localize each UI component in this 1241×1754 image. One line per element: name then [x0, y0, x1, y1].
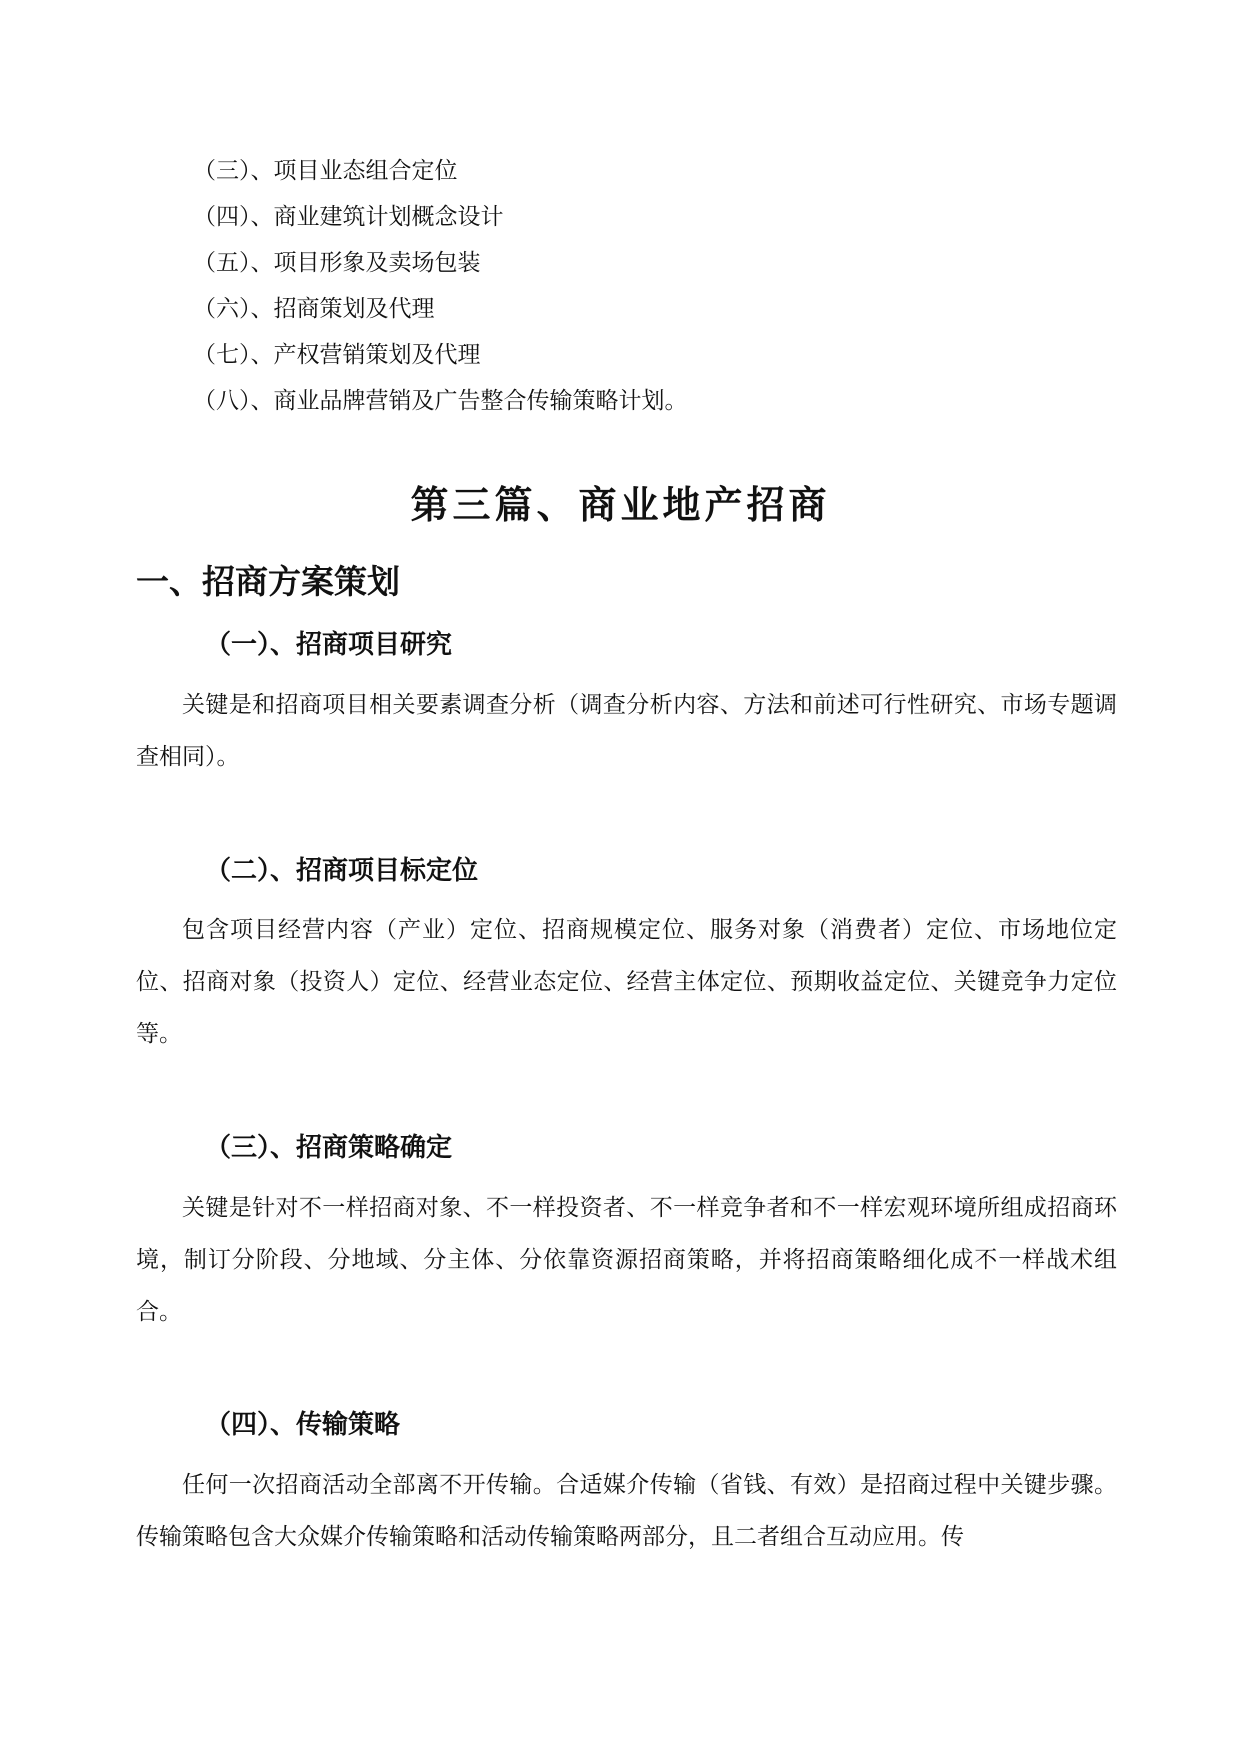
list-item: （六）、招商策划及代理 — [193, 296, 435, 322]
subsection-title: （二）、招商项目标定位 — [205, 856, 479, 886]
paragraph: 关键是针对不一样招商对象、不一样投资者、不一样竞争者和不一样宏观环境所组成招商环境，制订分阶段、分地域、分主体、分依靠资源招商策略，并将招商策略细化成不一样战术组合。 — [136, 1195, 1117, 1325]
section-title: 一、招商方案策划 — [136, 562, 400, 601]
list-item: （三）、项目业态组合定位 — [193, 158, 458, 184]
list-item: （五）、项目形象及卖场包装 — [193, 250, 481, 276]
subsection-title: （一）、招商项目研究 — [205, 630, 453, 660]
list-item: （七）、产权营销策划及代理 — [193, 342, 481, 368]
paragraph: 任何一次招商活动全部离不开传输。合适媒介传输（省钱、有效）是招商过程中关键步骤。传输策略包含大众媒介传输策略和活动传输策略两部分，且二者组合互动应用。传 — [136, 1472, 1117, 1550]
subsection-title: （四）、传输策略 — [205, 1410, 401, 1440]
subsection-title: （三）、招商策略确定 — [205, 1133, 453, 1163]
paragraph: 关键是和招商项目相关要素调查分析（调查分析内容、方法和前述可行性研究、市场专题调查相同）。 — [136, 692, 1117, 770]
paragraph: 包含项目经营内容（产业）定位、招商规模定位、服务对象（消费者）定位、市场地位定位、招商对象（投资人）定位、经营业态定位、经营主体定位、预期收益定位、关键竞争力定位等。 — [136, 917, 1117, 1047]
part-title: 第三篇、商业地产招商 — [410, 482, 831, 527]
list-item: （四）、商业建筑计划概念设计 — [193, 204, 504, 230]
list-item: （八）、商业品牌营销及广告整合传输策略计划。 — [193, 388, 688, 414]
